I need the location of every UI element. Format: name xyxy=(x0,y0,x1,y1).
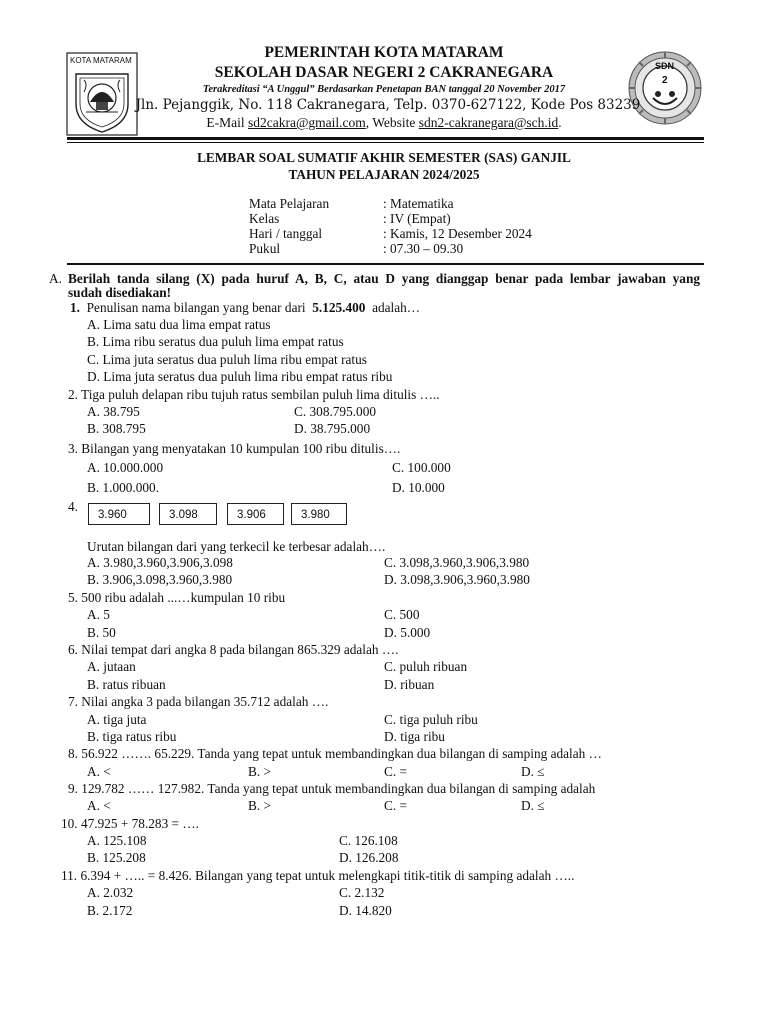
question-7: 7. Nilai angka 3 pada bilangan 35.712 adalah …. xyxy=(68,694,329,709)
option-4d[interactable]: D. 3.098,3.906,3.960,3.980 xyxy=(384,572,530,587)
exam-year: TAHUN PELAJARAN 2024/2025 xyxy=(288,167,480,182)
option-6c[interactable]: C. puluh ribuan xyxy=(384,659,468,674)
email-link[interactable]: sd2cakra@gmail.com xyxy=(247,115,366,130)
question-9: 9. 129.782 …… 127.982. Tanda yang tepat untuk membandingkan dua bilangan di samping adalah xyxy=(68,781,596,796)
number-box-1: 3.960 xyxy=(88,503,150,525)
info-value-subject: : Matematika xyxy=(383,196,454,211)
logo-left-caption: KOTA MATARAM xyxy=(70,56,132,65)
option-8c[interactable]: C. = xyxy=(384,764,408,779)
header-divider-thick xyxy=(67,137,704,140)
option-8b[interactable]: B. > xyxy=(248,764,272,779)
option-7a[interactable]: A. tiga juta xyxy=(87,712,147,727)
number-box-4: 3.980 xyxy=(291,503,347,525)
section-letter: A. xyxy=(49,271,62,286)
header-contact: E-Mail sd2cakra@gmail.com, Website sdn2-cakranegara@sch.id. xyxy=(206,115,562,130)
question-4-number: 4. xyxy=(68,499,78,514)
option-5c[interactable]: C. 500 xyxy=(384,607,420,622)
info-value-time: : 07.30 – 09.30 xyxy=(383,241,464,256)
question-1: 1. Penulisan nama bilangan yang benar dari 5.125.400 adalah… xyxy=(70,300,421,315)
question-6: 6. Nilai tempat dari angka 8 pada bilangan 865.329 adalah …. xyxy=(68,642,399,657)
option-5d[interactable]: D. 5.000 xyxy=(384,625,431,640)
option-11d[interactable]: D. 14.820 xyxy=(339,903,392,918)
option-9c[interactable]: C. = xyxy=(384,798,408,813)
logo-right-label: SDN xyxy=(655,61,675,71)
question-8: 8. 56.922 ……. 65.229. Tanda yang tepat untuk membandingkan dua bilangan di samping adalah … xyxy=(68,746,602,761)
option-5a[interactable]: A. 5 xyxy=(87,607,110,622)
option-11c[interactable]: C. 2.132 xyxy=(339,885,385,900)
option-8a[interactable]: A. < xyxy=(87,764,111,779)
question-3: 3. Bilangan yang menyatakan 10 kumpulan 100 ribu ditulis…. xyxy=(68,441,401,456)
option-7b[interactable]: B. tiga ratus ribu xyxy=(87,729,177,744)
option-2a[interactable]: A. 38.795 xyxy=(87,404,140,419)
option-6b[interactable]: B. ratus ribuan xyxy=(87,677,166,692)
option-3b[interactable]: B. 1.000.000. xyxy=(87,480,160,495)
option-10d[interactable]: D. 126.208 xyxy=(339,850,399,865)
header-divider-thin xyxy=(67,142,704,143)
info-label-class: Kelas xyxy=(249,211,280,226)
section-instruction-cont: sudah disediakan! xyxy=(68,285,172,300)
question-11: 11. 6.394 + ….. = 8.426. Bilangan yang tepat untuk melengkapi titik-titik di samping adalah ….. xyxy=(61,868,575,883)
option-11b[interactable]: B. 2.172 xyxy=(87,903,133,918)
option-3a[interactable]: A. 10.000.000 xyxy=(87,460,164,475)
info-label-date: Hari / tanggal xyxy=(249,226,323,241)
option-7d[interactable]: D. tiga ribu xyxy=(384,729,445,744)
option-1a[interactable]: A. Lima satu dua lima empat ratus xyxy=(87,317,271,332)
option-4c[interactable]: C. 3.098,3.960,3.906,3.980 xyxy=(384,555,530,570)
question-2: 2. Tiga puluh delapan ribu tujuh ratus sembilan puluh lima ditulis ….. xyxy=(68,387,440,402)
option-3d[interactable]: D. 10.000 xyxy=(392,480,445,495)
option-8d[interactable]: D. ≤ xyxy=(521,764,545,779)
option-4a[interactable]: A. 3.980,3.960,3.906,3.098 xyxy=(87,555,233,570)
option-1d[interactable]: D. Lima juta seratus dua puluh lima ribu empat ratus ribu xyxy=(87,369,393,384)
option-9a[interactable]: A. < xyxy=(87,798,111,813)
website-link[interactable]: sdn2-cakranegara@sch.id xyxy=(418,115,559,130)
option-1c[interactable]: C. Lima juta seratus dua puluh lima ribu empat ratus xyxy=(87,352,367,367)
info-value-date: : Kamis, 12 Desember 2024 xyxy=(383,226,532,241)
option-2c[interactable]: C. 308.795.000 xyxy=(294,404,377,419)
question-5: 5. 500 ribu adalah ...…kumpulan 10 ribu xyxy=(68,590,286,605)
info-value-class: : IV (Empat) xyxy=(383,211,451,226)
option-11a[interactable]: A. 2.032 xyxy=(87,885,134,900)
question-10: 10. 47.925 + 78.283 = …. xyxy=(61,816,199,831)
option-4b[interactable]: B. 3.906,3.098,3.960,3.980 xyxy=(87,572,233,587)
option-6a[interactable]: A. jutaan xyxy=(87,659,136,674)
option-9b[interactable]: B. > xyxy=(248,798,272,813)
header-government: PEMERINTAH KOTA MATARAM xyxy=(264,44,504,61)
info-divider xyxy=(67,263,704,265)
exam-title: LEMBAR SOAL SUMATIF AKHIR SEMESTER (SAS) GANJIL xyxy=(197,150,571,165)
header-accreditation: Terakreditasi “A Unggul” Berdasarkan Penetapan BAN tanggal 20 November 2017 xyxy=(202,84,566,95)
info-label-time: Pukul xyxy=(249,241,281,256)
header-address: Jln. Pejanggik, No. 118 Cakranegara, Telp. 0370-627122, Kode Pos 83239 xyxy=(135,97,641,113)
option-7c[interactable]: C. tiga puluh ribu xyxy=(384,712,478,727)
option-1b[interactable]: B. Lima ribu seratus dua puluh lima empat ratus xyxy=(87,334,344,349)
header-school: SEKOLAH DASAR NEGERI 2 CAKRANEGARA xyxy=(214,64,554,81)
logo-right-number: 2 xyxy=(662,75,668,86)
info-label-subject: Mata Pelajaran xyxy=(249,196,330,211)
question-4: Urutan bilangan dari yang terkecil ke terbesar adalah…. xyxy=(87,539,386,554)
option-10c[interactable]: C. 126.108 xyxy=(339,833,398,848)
option-2d[interactable]: D. 38.795.000 xyxy=(294,421,371,436)
option-6d[interactable]: D. ribuan xyxy=(384,677,435,692)
section-instruction: Berilah tanda silang (X) pada huruf A, B, C, atau D yang dianggap benar pada lembar jawaban yang xyxy=(68,271,700,286)
option-9d[interactable]: D. ≤ xyxy=(521,798,545,813)
option-2b[interactable]: B. 308.795 xyxy=(87,421,146,436)
option-10b[interactable]: B. 125.208 xyxy=(87,850,146,865)
number-box-2: 3.098 xyxy=(159,503,217,525)
option-5b[interactable]: B. 50 xyxy=(87,625,116,640)
option-3c[interactable]: C. 100.000 xyxy=(392,460,451,475)
option-10a[interactable]: A. 125.108 xyxy=(87,833,147,848)
number-box-3: 3.906 xyxy=(227,503,284,525)
